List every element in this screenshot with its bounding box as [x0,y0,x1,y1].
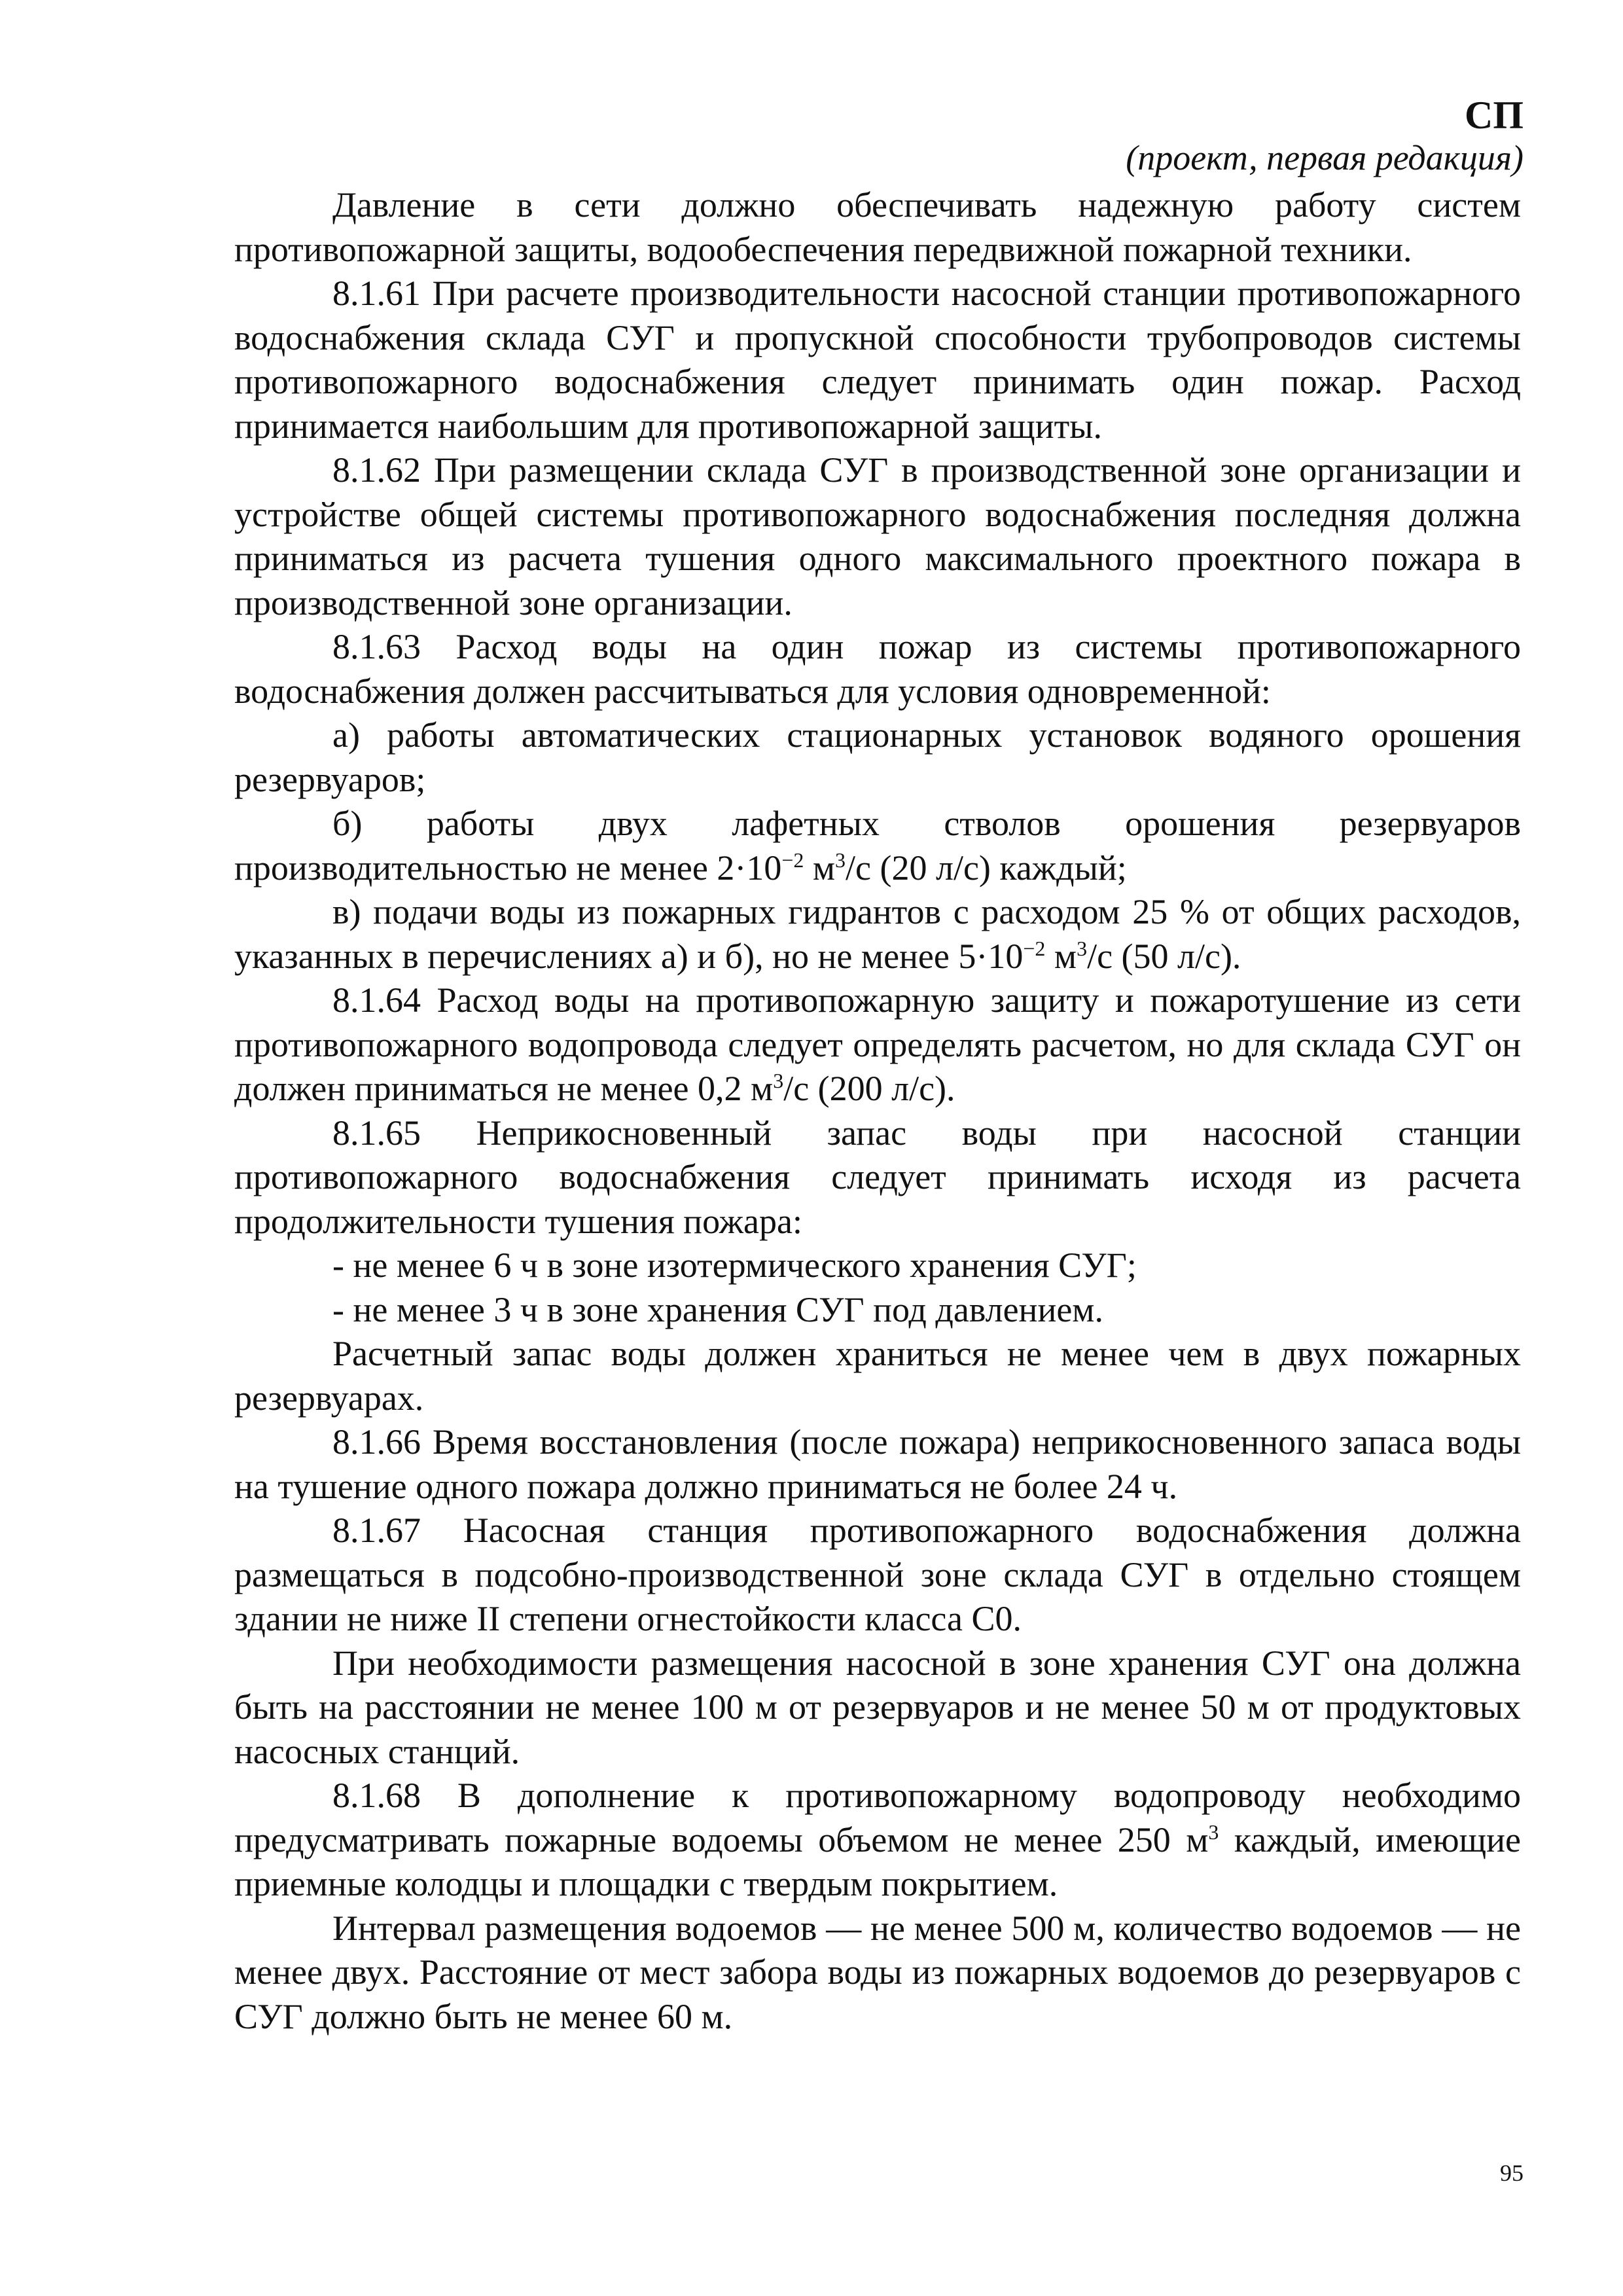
exponent: 3 [835,848,846,872]
paragraph-8-1-64 [234,978,1521,1111]
flow-rate-text: /с (20 л/с) каждый; [846,848,1127,888]
paragraph-8-1-68-tail: каждый, имеющие приемные колодцы и площадки с твердым покрытием. [234,1820,1521,1903]
list-item-v-text: в) подачи воды из пожарных гидрантов с расходом 25 % от общих расходов, указанных в перечислениях а) и б), но не менее 5·10 [234,892,1521,976]
paragraph-8-1-62: 8.1.62 При размещении склада СУГ в производственной зоне организации и устройстве общей системы противопожарного водоснабжения последняя должна приниматься из расчета тушения одного максимального проектного пожара в производственной зоне организации. [234,450,1521,622]
exponent: −2 [1023,936,1046,960]
list-item-v [234,890,1521,978]
document-edition: (проект, первая редакция) [1126,138,1524,177]
paragraph-8-1-66: 8.1.66 Время восстановления (после пожара) неприкосновенного запаса воды на тушение одного пожара должно приниматься не более 24 ч. [234,1422,1521,1506]
list-item-a: а) работы автоматических стационарных установок водяного орошения резервуаров; [234,715,1521,799]
flow-rate-text: /с (50 л/с). [1087,936,1241,976]
paragraph-pressure: Давление в сети должно обеспечивать надежную работу систем противопожарной защиты, водообеспечения передвижной пожарной техники. [234,185,1521,269]
paragraph-reservoir-interval: Интервал размещения водоемов — не менее 500 м, количество водоемов — не менее двух. Расстояние от мест забора воды из пожарных водоемов до резервуаров с СУГ должно быть не менее 60 м. [234,1908,1521,2036]
exponent: 3 [1077,936,1088,960]
paragraph-8-1-68 [234,1774,1521,1907]
flow-rate-text: /с (200 л/с). [783,1069,955,1108]
list-item-b [234,802,1521,890]
paragraph-8-1-65: 8.1.65 Неприкосновенный запас воды при насосной станции противопожарного водоснабжения следует принимать исходя из расчета продолжительности тушения пожара: [234,1113,1521,1241]
exponent: −2 [781,848,804,872]
paragraph-8-1-64-text: 8.1.64 Расход воды на противопожарную защиту и пожаротушение из сети противопожарного водопровода следует определять расчетом, но для склада СУГ он должен приниматься не менее 0,2 м [234,980,1521,1108]
paragraph-8-1-67: 8.1.67 Насосная станция противопожарного водоснабжения должна размещаться в подсобно-производственной зоне склада СУГ в отдельно стоящем здании не ниже II степени огнестойкости класса С0. [234,1511,1521,1638]
paragraph-pump-placement: При необходимости размещения насосной в зоне хранения СУГ она должна быть на расстоянии не менее 100 м от резервуаров и не менее 50 м от продуктовых насосных станций. [234,1643,1521,1771]
paragraph-8-1-68-text: 8.1.68 В дополнение к противопожарному водопроводу необходимо предусматривать пожарные водоемы объемом не менее 250 м [234,1776,1521,1859]
list-item-dash-2: - не менее 3 ч в зоне хранения СУГ под давлением. [332,1289,1103,1329]
document-body [234,183,1521,2039]
document-code: СП [1465,94,1524,137]
unit-text: м [804,848,836,888]
paragraph-water-reserve: Расчетный запас воды должен храниться не менее чем в двух пожарных резервуарах. [234,1334,1521,1418]
list-item-dash-1: - не менее 6 ч в зоне изотермического хранения СУГ; [332,1246,1137,1285]
paragraph-8-1-61: 8.1.61 При расчете производительности насосной станции противопожарного водоснабжения склада СУГ и пропускной способности трубопроводов системы противопожарного водоснабжения следует принимать один пожар. Расход принимается наибольшим для противопожарной защиты. [234,274,1521,446]
paragraph-8-1-63: 8.1.63 Расход воды на один пожар из системы противопожарного водоснабжения должен рассчитываться для условия одновременной: [234,627,1521,711]
list-item-b-text: б) работы двух лафетных стволов орошения резервуаров производительностью не менее 2·10 [234,804,1521,888]
exponent: 3 [1208,1820,1219,1844]
page-number: 95 [1500,2160,1524,2186]
unit-text: м [1045,936,1077,976]
exponent: 3 [773,1069,784,1092]
